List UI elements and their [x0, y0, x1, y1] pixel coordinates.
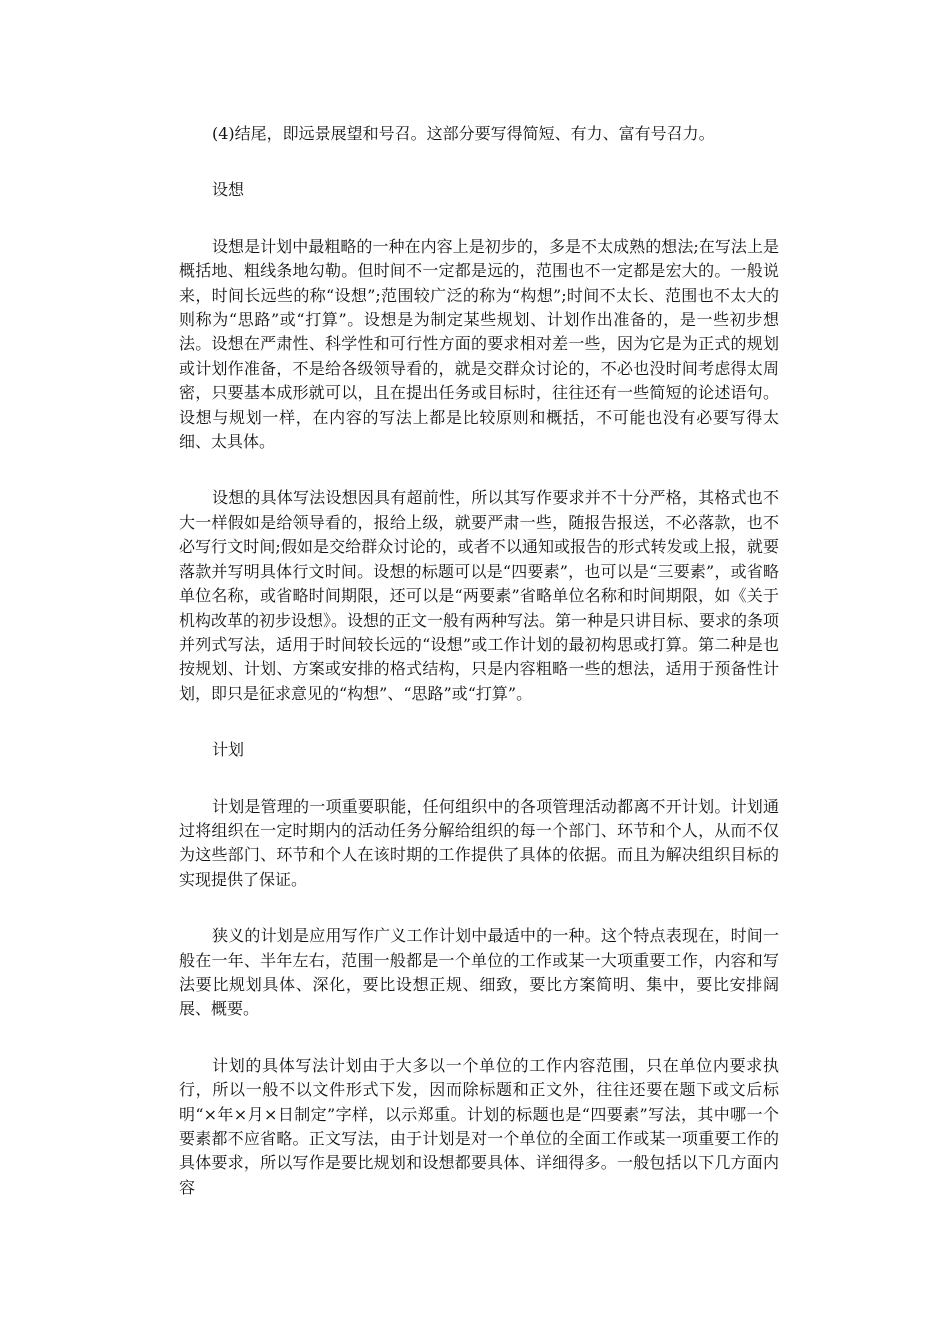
sheshang-definition-paragraph: 设想是计划中最粗略的一种在内容上是初步的，多是不太成熟的想法;在写法上是概括地、粗线条地勾勒。但时间不一定都是远的，范围也不一定都是宏大的。一般说来，时间长远些的称“设想”;范围较广泛的称为“构想”;时间不太长、范围也不太大的则称为“思路”或“打算”。设想是为制定某些规划、计划作出准备的，是一些初步想法。设想在严肃性、科学性和可行性方面的要求相对差一些，因为它是为正式的规划或计划作准备，不是给各级领导看的，就是交群众讨论的，不必也没时间考虑得太周密，只要基本成形就可以，且在提出任务或目标时，往往还有一些简短的论述语句。设想与规划一样，在内容的写法上都是比较原则和概括，不可能也没有必要写得太细、太具体。 — [179, 236, 779, 452]
heading-sheshang: 设想 — [212, 180, 245, 200]
sheshang-writing-paragraph: 设想的具体写法设想因具有超前性，所以其写作要求并不十分严格，其格式也不大一样假如是给领导看的，报给上级，就要严肃一些，随报告报送，不必落款，也不必写行文时间;假如是交给群众讨论的，或者不以通知或报告的形式转发或上报，就要落款并写明具体行文时间。设想的标题可以是“四要素”，也可以是“三要素”，或省略单位名称，或省略时间期限，还可以是“两要素”省略单位名称和时间期限，如《关于机构改革的初步设想》。设想的正文一般有两种写法。第一种是只讲目标、要求的条项并列式写法，适用于时间较长远的“设想”或工作计划的最初构思或打算。第二种是也按规划、计划、方案或安排的格式结构，只是内容粗略一些的想法，适用于预备性计划，即只是征求意见的“构想”、“思路”或“打算”。 — [179, 488, 780, 703]
closing-item-paragraph: (4)结尾，即远景展望和号召。这部分要写得简短、有力、富有号召力。 — [212, 124, 715, 143]
heading-jihua: 计划 — [212, 740, 245, 760]
jihua-narrow-paragraph: 狭义的计划是应用写作广义工作计划中最适中的一种。这个特点表现在，时间一般在一年、半年左右，范围一般都是一个单位的工作或某一大项重要工作，内容和写法要比规划具体、深化，要比设想正规、细致，要比方案简明、集中，要比安排阔展、概要。 — [179, 926, 779, 1019]
jihua-writing-paragraph: 计划的具体写法计划由于大多以一个单位的工作内容范围，只在单位内要求执行，所以一般不以文件形式下发，因而除标题和正文外，往往还要在题下或文后标明“×年×月×日制定”字样，以示郑重。计划的标题也是“四要素”写法，其中哪一个要素都不应省略。正文写法，由于计划是对一个单位的全面工作或某一项重要工作的具体要求，所以写作是要比规划和设想都要具体、详细得多。一般包括以下几方面内容 — [179, 1055, 779, 1197]
document-body — [179, 122, 779, 1232]
jihua-definition-paragraph: 计划是管理的一项重要职能，任何组织中的各项管理活动都离不开计划。计划通过将组织在一定时期内的活动任务分解给组织的每一个部门、环节和个人，从而不仅为这些部门、环节和个人在该时期的工作提供了具体的依据。而且为解决组织目标的实现提供了保证。 — [179, 796, 779, 889]
